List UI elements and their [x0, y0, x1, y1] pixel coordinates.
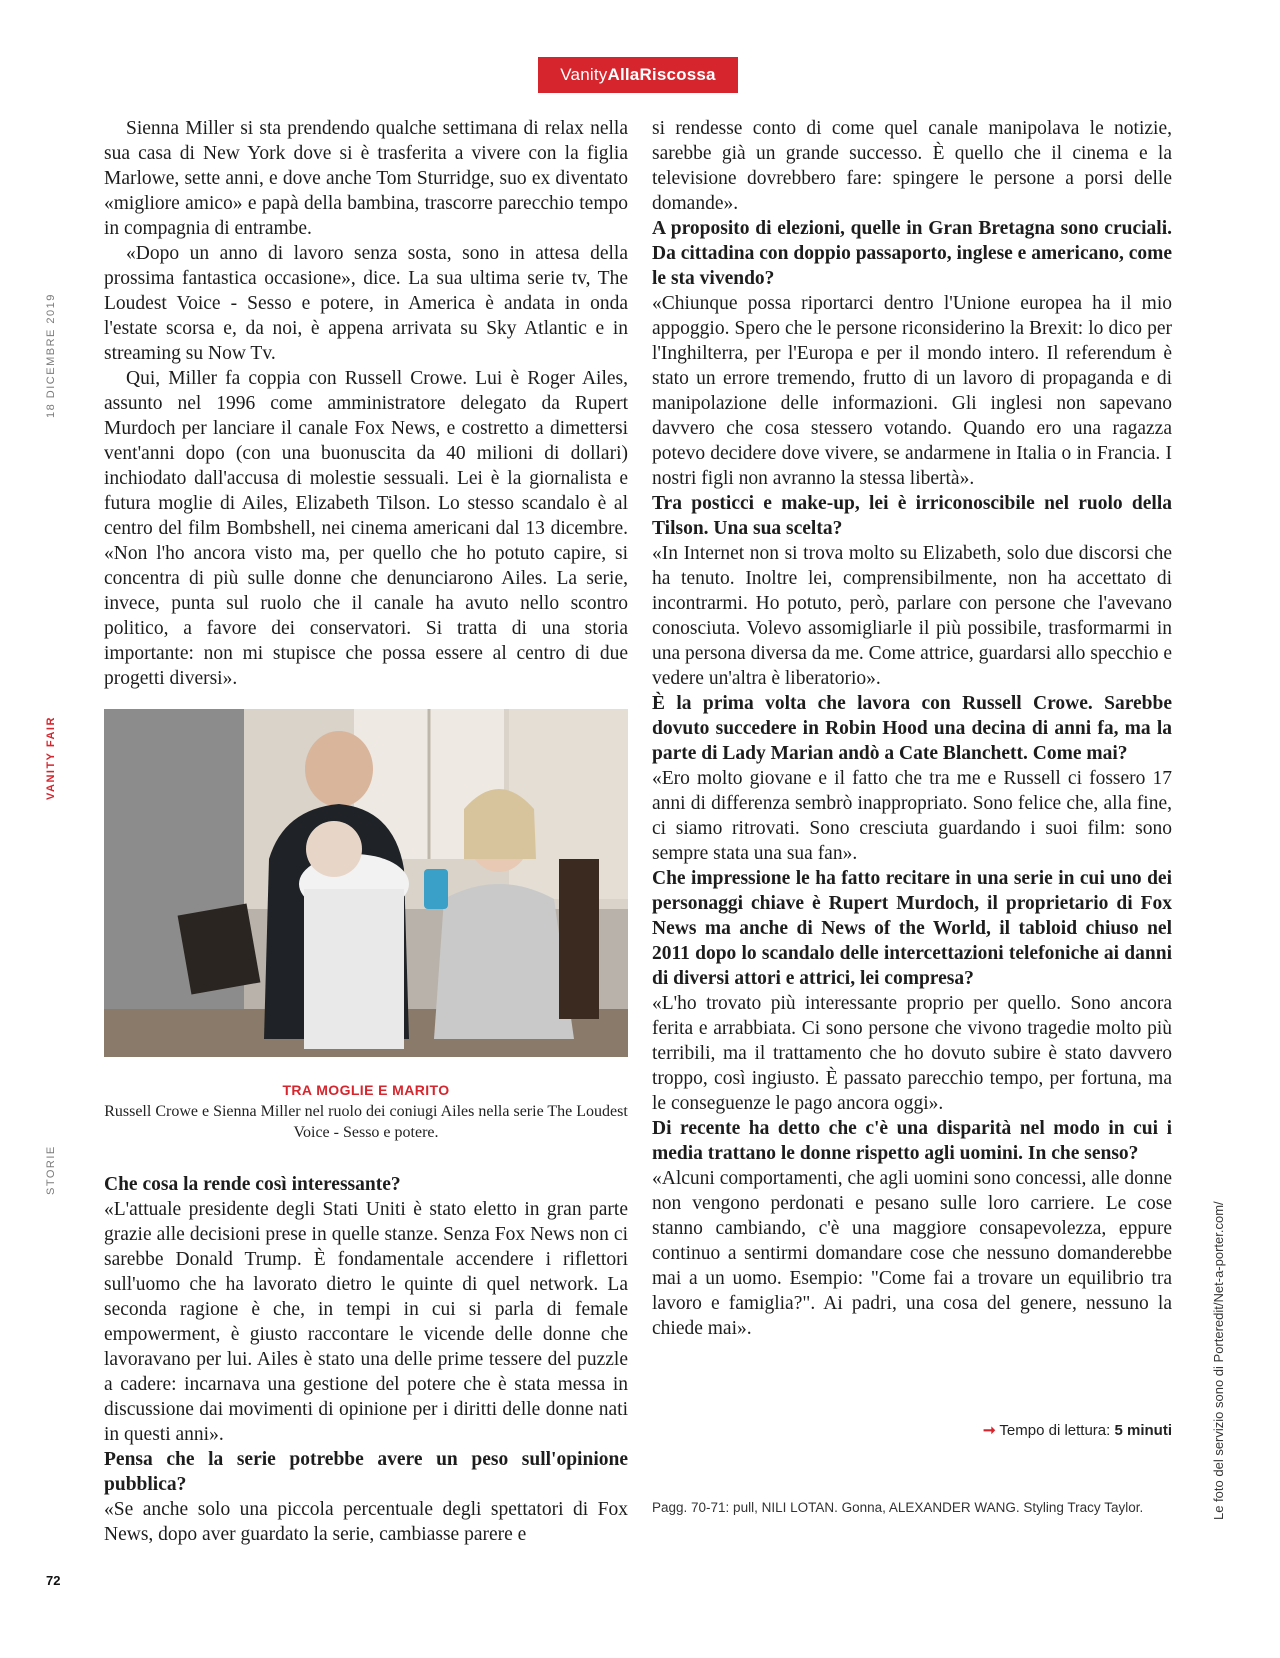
reading-time — [960, 1421, 1172, 1439]
interview-answer: «In Internet non si trova molto su Elizabeth, solo due discorsi che ha tenuto. Inoltre lei, comprensibilmente, non ha accettato di incontrarmi. Ho potuto, però, parlare con persone che l'avevano conosciuta. Volevo assomigliarle il più possibile, trasformarmi in una persona diversa da me. Come attrice, guardarsi allo specchio e vedere un'altra è liberatorio». — [652, 543, 1172, 689]
interview-answer: «Ero molto giovane e il fatto che tra me e Russell ci fossero 17 anni di differenza sembrò inappropriato. Sono felice che, alla fine, ci siamo ritrovati. Sono cresciuta guardando i suoi film: sono sempre stata una sua fan». — [652, 768, 1172, 864]
interview-answer: si rendesse conto di come quel canale manipolava le notizie, sarebbe già un grande successo. È quello che il cinema e la televisione dovrebbero fare: spingere le persone a porsi delle domande». — [652, 118, 1172, 214]
interview-question: Che cosa la rende così interessante? — [104, 1174, 401, 1195]
side-date: 18 DICEMBRE 2019 — [45, 293, 57, 418]
paragraph: Sienna Miller si sta prendendo qualche settimana di relax nella sua casa di New York dove si è trasferita a vivere con la figlia Marlowe, sette anni, e dove anche Tom Sturridge, suo ex diventato «migliore amico» e papà della bambina, trascorre parecchio tempo in compagnia di entrambe. — [104, 118, 628, 239]
interview-question: È la prima volta che lavora con Russell Crowe. Sarebbe dovuto succedere in Robin Hood una decina di anni fa, ma la parte di Lady Marian andò a Cate Blanchett. Come mai? — [652, 693, 1172, 764]
side-section: STORIE — [45, 1145, 57, 1195]
article-column-1-bottom — [104, 1172, 628, 1547]
interview-answer: «L'ho trovato più interessante proprio per quello. Sono ancora ferita e arrabbiata. Ci sono persone che vivono tragedie molto più terribili, ma il trattamento che ho dovuto subire è stato davvero troppo, così ingiusto. È passato parecchio tempo, per fortuna, ma le conseguenze le pago ancora oggi». — [652, 993, 1172, 1114]
interview-question: Che impressione le ha fatto recitare in una serie in cui uno dei personaggi chiave è Rupert Murdoch, il proprietario di Fox News ma anche di News of the World, il tabloid chiuso nel 2011 dopo lo scandalo delle intercettazioni telefoniche ai danni di diversi attori e attrici, lei compresa? — [652, 868, 1172, 989]
section-label: AllaRiscossa — [607, 65, 716, 84]
page-number: 72 — [46, 1573, 61, 1588]
arrow-right-icon: ➞ — [982, 1422, 996, 1439]
brand-label: Vanity — [560, 65, 608, 84]
article-column-1-top — [104, 116, 628, 691]
interview-answer: «L'attuale presidente degli Stati Uniti è stato eletto in gran parte grazie alle decisioni prese in quelle stanze. Senza Fox News non ci sarebbe Donald Trump. È fondamentale accendere i riflettori sull'uomo che ha lavorato dietro le quinte di quel network. La seconda ragione è che, in tempi in cui si parla di female empowerment, è giusto raccontare le vicende delle donne che lavoravano per lui. Ailes è stato una delle prime tessere del puzzle a cadere: incarnava una gestione del potere che è stata messa in discussione dai movimenti di opinione per i diritti delle donne nati in questi anni». — [104, 1199, 628, 1445]
caption-title: TRA MOGLIE E MARITO — [282, 1082, 450, 1098]
side-magazine: VANITY FAIR — [45, 716, 57, 800]
interview-answer: «Se anche solo una piccola percentuale degli spettatori di Fox News, dopo aver guardato la serie, cambiasse parere e — [104, 1499, 628, 1545]
interview-question: Pensa che la serie potrebbe avere un peso sull'opinione pubblica? — [104, 1449, 628, 1495]
interview-question: Di recente ha detto che c'è una disparità nel modo in cui i media trattano le donne rispetto agli uomini. In che senso? — [652, 1118, 1172, 1164]
caption-text: Russell Crowe e Sienna Miller nel ruolo dei coniugi Ailes nella serie The Loudest Voice - Sesso e potere. — [104, 1103, 628, 1141]
reading-time-value: 5 minuti — [1114, 1422, 1172, 1439]
interview-answer: «Alcuni comportamenti, che agli uomini sono concessi, alle donne non vengono perdonati e pesano sulle loro carriere. Le cose stanno cambiando, c'è una maggiore consapevolezza, eppure continuo a sentirmi domandare cose che nessuno domanderebbe mai a un uomo. Esempio: "Come fai a trovare un equilibrio tra lavoro e famiglia?". Ai padri, una cosa del genere, nessuno la chiede mai». — [652, 1168, 1172, 1339]
styling-note: Pagg. 70-71: pull, NILI LOTAN. Gonna, ALEXANDER WANG. Styling Tracy Taylor. — [652, 1500, 1144, 1515]
paragraph: «Dopo un anno di lavoro senza sosta, sono in attesa della prossima fantastica occasione», dice. La sua ultima serie tv, The Loudest Voice - Sesso e potere, in America è andata in onda l'estate scorsa e, da noi, è appena arrivata su Sky Atlantic e in streaming su Now Tv. — [104, 243, 628, 364]
photo-illustration — [104, 709, 628, 1057]
reading-time-label: Tempo di lettura: — [999, 1422, 1111, 1439]
article-photo — [104, 709, 628, 1057]
paragraph: Qui, Miller fa coppia con Russell Crowe. Lui è Roger Ailes, assunto nel 1996 come amministratore delegato da Rupert Murdoch per lanciare il canale Fox News, e costretto a dimettersi vent'anni dopo (con una buonuscita da 40 milioni di dollari) inchiodato dall'accusa di molestie sessuali. Lei è la giornalista e futura moglie di Ailes, Elizabeth Tilson. Lo stesso scandalo è al centro del film Bombshell, nei cinema americani dal 13 dicembre. «Non l'ho ancora visto ma, per quello che ho potuto capire, si concentra di più sulle donne che denunciarono Ailes. La serie, invece, punta sul ruolo che il canale ha avuto nello scontro politico, a favore dei conservatori. Si tratta di una storia importante: non mi stupisce che possa essere al centro di due progetti diversi». — [104, 368, 628, 689]
interview-question: A proposito di elezioni, quelle in Gran Bretagna sono cruciali. Da cittadina con doppio passaporto, inglese e americano, come le sta vivendo? — [652, 218, 1172, 289]
article-column-2 — [652, 116, 1172, 1341]
photo-credit: Le foto del servizio sono di Porteredit/Net-a-porter.com/ — [1211, 1201, 1226, 1520]
section-tag — [538, 57, 738, 93]
interview-answer: «Chiunque possa riportarci dentro l'Unione europea ha il mio appoggio. Spero che le persone riconsiderino la Brexit: lo dico per l'Inghilterra, per l'Europa e per il mondo intero. Il referendum è stato un errore tremendo, frutto di un lavoro di propaganda e di manipolazione delle informazioni. Gli inglesi non sapevano davvero che cosa stessero votando. Quando ero una ragazza potevo decidere dove vivere, se andarmene in Italia o in Francia. I nostri figli non avranno la stessa libertà». — [652, 293, 1172, 489]
interview-question: Tra posticci e make-up, lei è irriconoscibile nel ruolo della Tilson. Una sua scelta? — [652, 493, 1172, 539]
